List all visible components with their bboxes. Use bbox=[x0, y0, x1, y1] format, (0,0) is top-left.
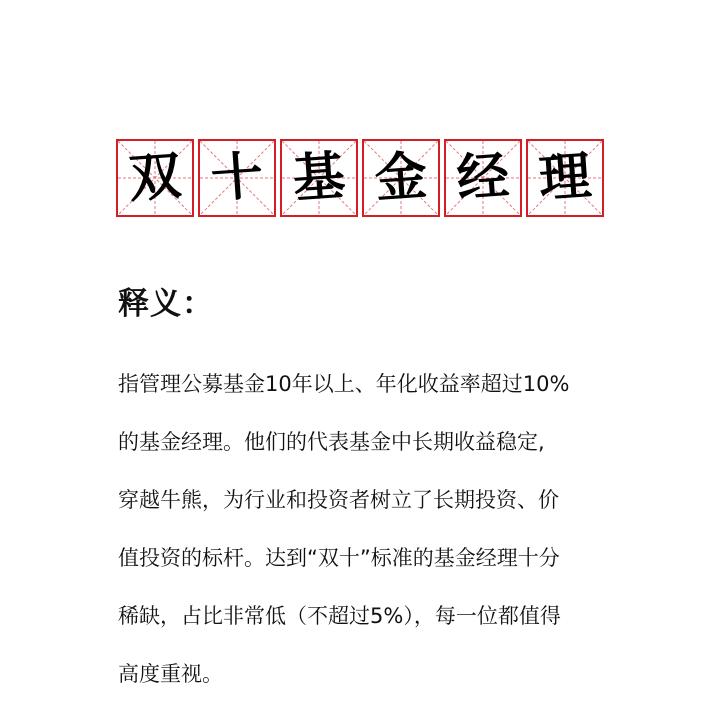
title-char: 十 bbox=[208, 145, 266, 210]
definition-heading: 释义： bbox=[118, 286, 214, 322]
title-grid-row bbox=[116, 139, 604, 217]
title-char-cell bbox=[444, 139, 522, 217]
title-char-cell bbox=[280, 139, 358, 217]
body-text-line: 穿越牛熊，为行业和投资者树立了长期投资、价 bbox=[118, 488, 559, 512]
title-char: 理 bbox=[536, 145, 594, 210]
body-text-line: 稀缺，占比非常低（不超过5%），每一位都值得 bbox=[118, 604, 561, 628]
title-char-cell bbox=[116, 139, 194, 217]
body-text-line: 的基金经理。他们的代表基金中长期收益稳定, bbox=[118, 430, 545, 454]
definition-body bbox=[118, 369, 638, 717]
body-text-line: 值投资的标杆。达到“双十”标准的基金经理十分 bbox=[118, 546, 560, 570]
title-char-cell bbox=[198, 139, 276, 217]
body-text-line: 高度重视。 bbox=[118, 662, 223, 686]
title-char: 基 bbox=[290, 145, 348, 210]
title-char: 金 bbox=[372, 145, 430, 210]
title-char-cell bbox=[526, 139, 604, 217]
title-char: 双 bbox=[126, 145, 184, 210]
title-char-cell bbox=[362, 139, 440, 217]
title-char: 经 bbox=[454, 145, 512, 210]
body-text-line: 指管理公募基金10年以上、年化收益率超过10% bbox=[118, 372, 570, 396]
